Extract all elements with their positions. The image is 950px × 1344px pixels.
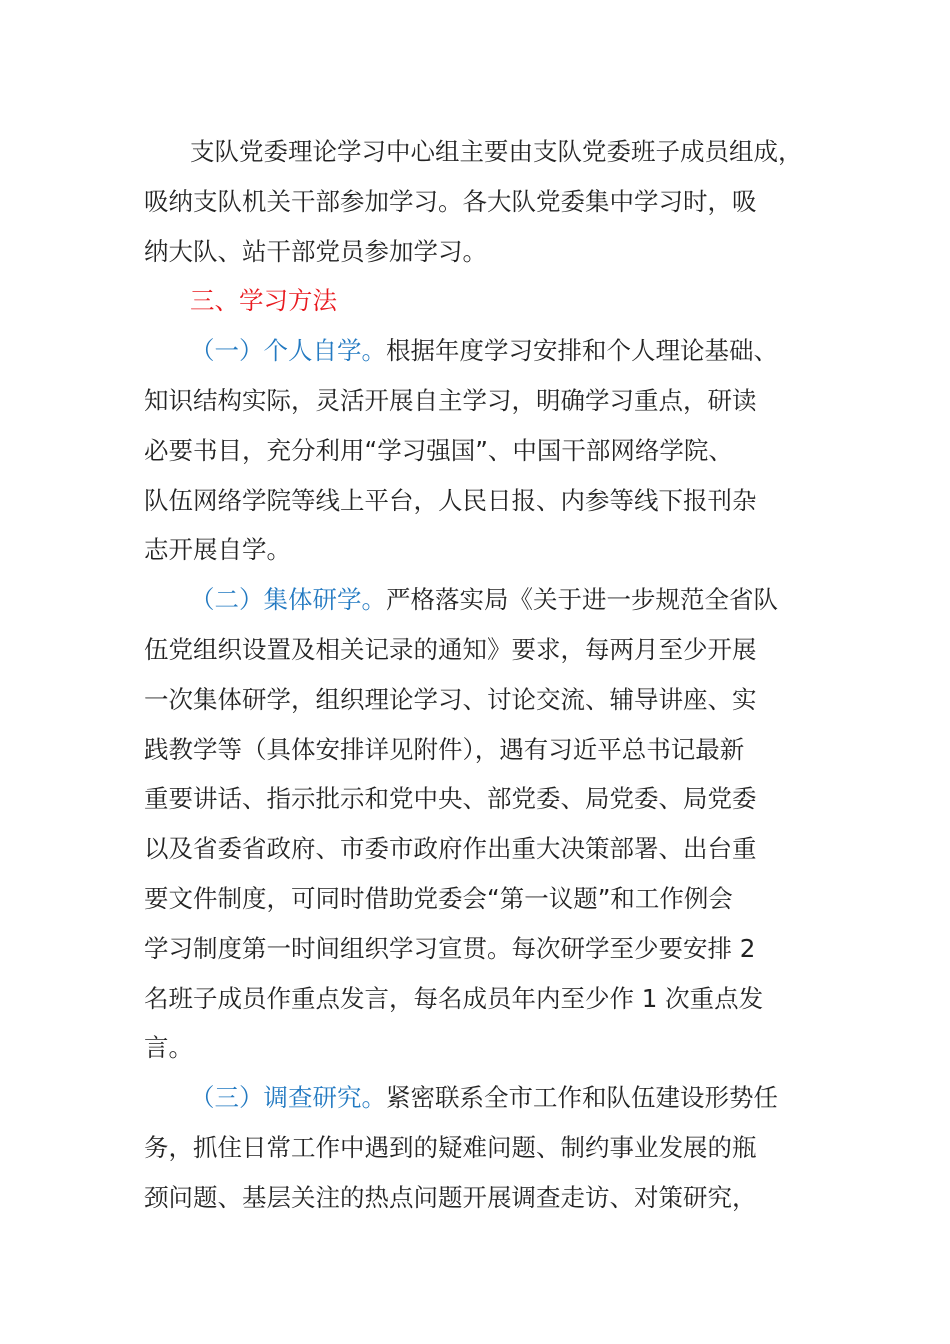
subsection-label: （一）个人自学。 [190,336,386,366]
paragraph-group-study [144,575,810,1073]
text-line: 学习制度第一时间组织学习宣贯。每次研学至少要安排 2 [144,933,756,963]
text-line: 志开展自学。 [144,535,291,565]
text-line: 伍党组织设置及相关记录的通知》要求，每两月至少开展 [144,634,757,664]
subsection-label: （二）集体研学。 [190,585,386,615]
text-segment: 根据年度学习安排和个人理论基础、 [386,336,778,366]
paragraph-self-study [144,326,810,575]
text-line: 重要讲话、指示批示和党中央、部党委、局党委、局党委 [144,784,757,814]
text-line: 名班子成员作重点发言，每名成员年内至少作 1 次重点发 [144,983,764,1013]
paragraph-research [144,1073,810,1222]
text-line: 队伍网络学院等线上平台，人民日报、内参等线下报刊杂 [144,485,757,515]
text-line: 支队党委理论学习中心组主要由支队党委班子成员组成， [190,137,803,166]
text-line: 吸纳支队机关干部参加学习。各大队党委集中学习时，吸 [144,186,757,216]
text-segment: 严格落实局《关于进一步规范全省队 [386,585,778,615]
text-line: 知识结构实际，灵活开展自主学习，明确学习重点，研读 [144,385,757,415]
text-line: 必要书目，充分利用“学习强国”、中国干部网络学院、 [144,435,733,465]
text-line: 纳大队、站干部党员参加学习。 [144,236,487,266]
paragraph-membership [144,127,810,276]
text-line [144,575,810,625]
section-heading [144,276,810,326]
text-line [144,1073,810,1123]
text-line: 以及省委省政府、市委市政府作出重大决策部署、出台重 [144,834,757,864]
text-line: 一次集体研学，组织理论学习、讨论交流、辅导讲座、实 [144,684,757,714]
text-line: 颈问题、基层关注的热点问题开展调查走访、对策研究， [144,1182,757,1212]
text-line: 要文件制度，可同时借助党委会“第一议题”和工作例会 [144,883,733,913]
heading-study-methods: 三、学习方法 [190,286,337,316]
subsection-label: （三）调查研究。 [190,1083,386,1113]
text-line [144,326,810,376]
text-segment: 紧密联系全市工作和队伍建设形势任 [386,1083,778,1113]
text-line: 务，抓住日常工作中遇到的疑难问题、制约事业发展的瓶 [144,1132,757,1162]
document-body [144,127,810,1223]
text-line: 践教学等（具体安排详见附件），遇有习近平总书记最新 [144,734,745,764]
text-line: 言。 [144,1033,193,1063]
